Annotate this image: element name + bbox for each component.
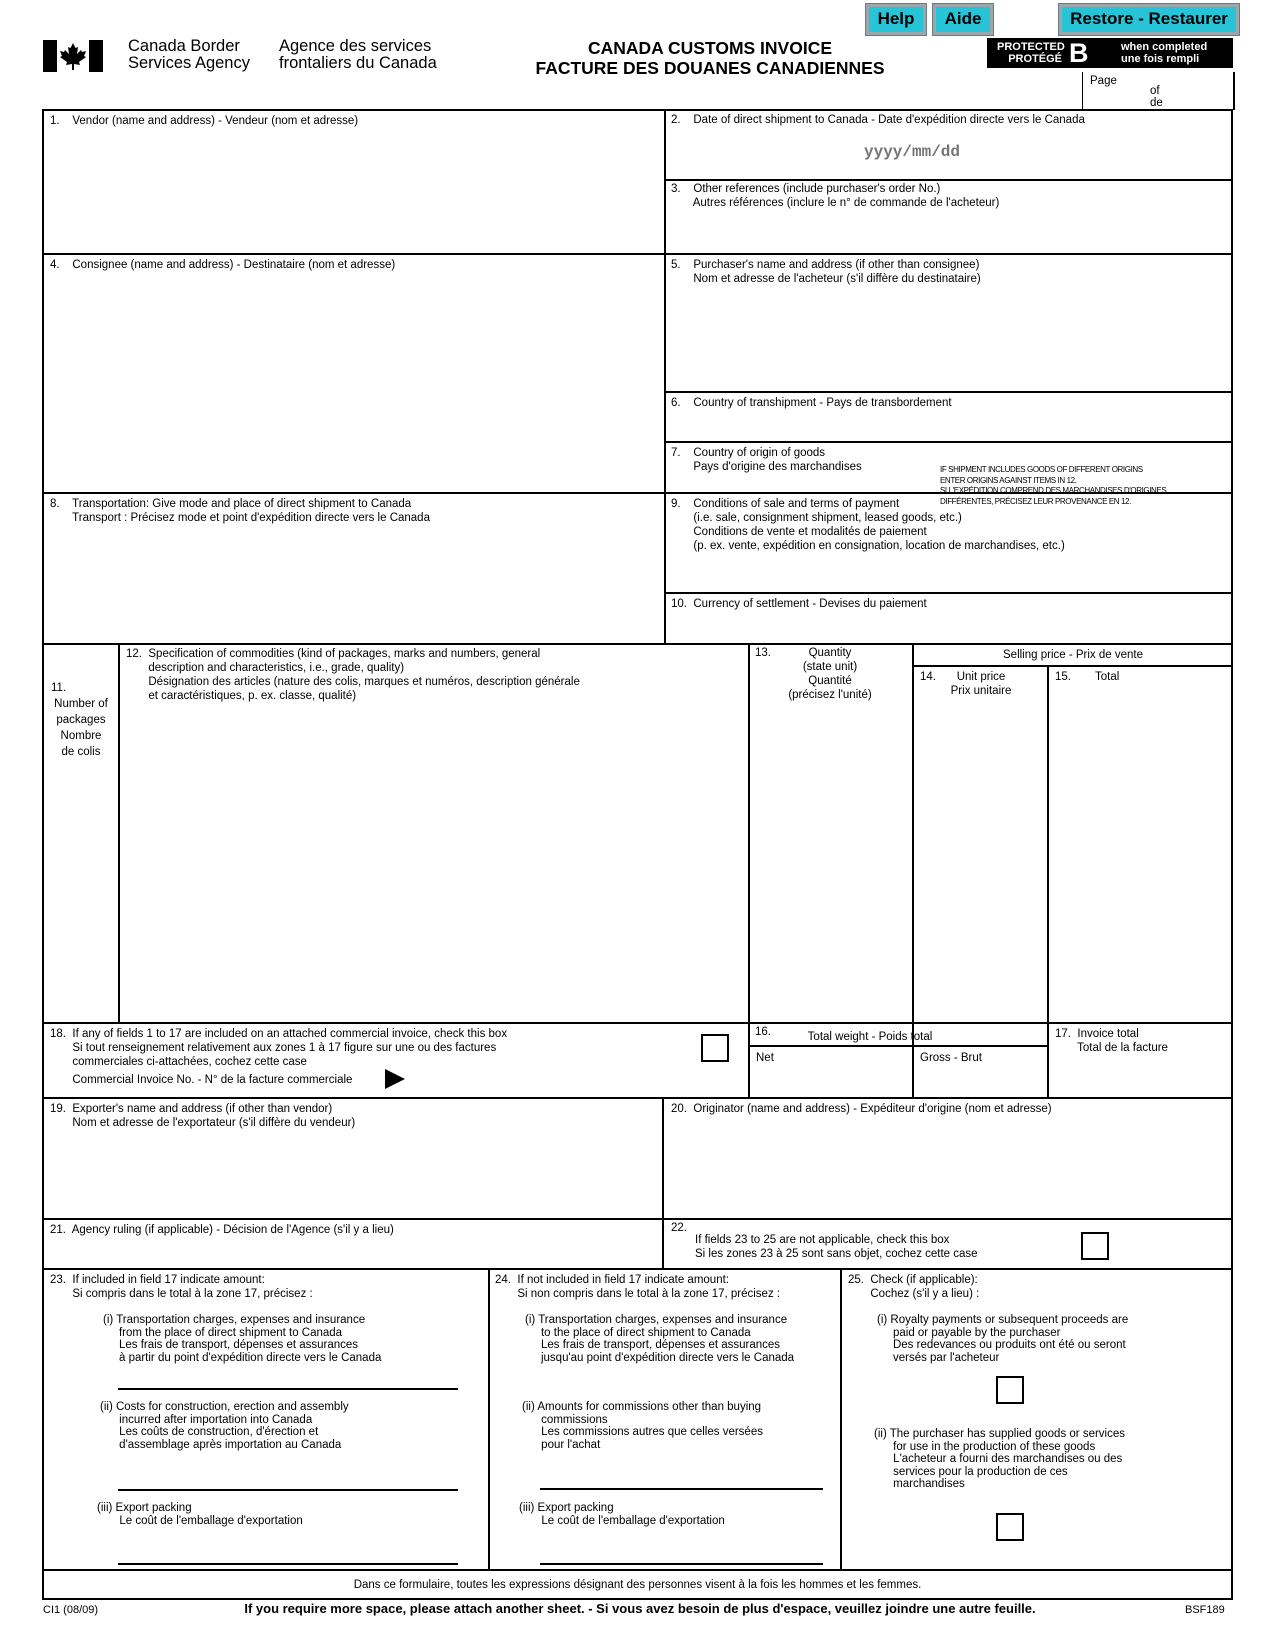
field-5-label: 5. Purchaser's name and address (if other than consignee) Nom et adresse de l'acheteur (s'il diffère du destinataire)	[671, 259, 981, 285]
field-24-i-label: (i) Transportation charges, expenses and insurance to the place of direct shipment to Canada Les frais de transport, dépenses et assurances jusqu'au point d'expédition directe vers le Canada	[525, 1314, 795, 1364]
page-de-label: de	[1150, 97, 1163, 109]
divider-24-25	[840, 1268, 842, 1570]
field-24-ii-label: (ii) Amounts for commissions other than buying commissions Les commissions autres que celles versées pour l'achat	[522, 1401, 763, 1451]
field-7-label: 7. Country of origin of goods Pays d'origine des marchandises	[671, 447, 862, 473]
field-23-i-line[interactable]	[118, 1388, 458, 1390]
line-row6	[42, 1097, 1233, 1099]
page-of-label: of	[1150, 85, 1160, 97]
line-16-sub	[748, 1045, 1047, 1047]
shipment-date-input[interactable]	[800, 140, 1024, 164]
field-16-gross-label: Gross - Brut	[920, 1052, 982, 1064]
line-9-10	[664, 592, 1233, 594]
gender-notice: Dans ce formulaire, toutes les expressions désignant des personnes visent à la fois les hommes et les femmes.	[353, 1579, 922, 1591]
field-16-label: Total weight - Poids total	[807, 1031, 933, 1043]
selling-price-label: Selling price - Prix de vente	[1003, 649, 1143, 661]
field-12-label: 12. Specification of commodities (kind of packages, marks and numbers, general description and characteristics, i.e., grade, quality) Désignation des articles (nature des colis, marques et numéros, description générale et caractéristiques, p. ex. classe, qualité)	[126, 648, 580, 702]
form-title: CANADA CUSTOMS INVOICE FACTURE DES DOUANES CANADIENNES	[535, 38, 885, 78]
field-23-iii-line[interactable]	[118, 1563, 458, 1565]
field-3-label: 3. Other references (include purchaser's order No.) Autres références (inclure le n° de commande de l'acheteur)	[671, 183, 1000, 209]
field-17-label: 17. Invoice total Total de la facture	[1055, 1028, 1168, 1054]
field-8-label: 8. Transportation: Give mode and place of direct shipment to Canada Transport : Précisez mode et point d'expédition directe vers le Canada	[50, 498, 430, 524]
frame-top	[42, 109, 1233, 111]
aide-button[interactable]: Aide	[933, 4, 993, 35]
agency-name-fr: Agence des services frontaliers du Canada	[279, 37, 437, 72]
more-space-notice: If you require more space, please attach another sheet. - Si vous avez besoin de plus d'espace, veuillez joindre une autre feuille.	[244, 1601, 1036, 1616]
field-2-label: 2. Date of direct shipment to Canada - Date d'expédition directe vers le Canada	[671, 114, 1085, 126]
field-15-number: 15.	[1055, 671, 1071, 683]
field-18-label: 18. If any of fields 1 to 17 are included on an attached commercial invoice, check this box Si tout renseignement relativement aux zones 1 à 17 figure sur une ou des factures commerciales ci-attachées, cochez cette case Commercial Invoice No. - N° de la facture commerciale	[50, 1028, 508, 1086]
bsf-code: BSF189	[1185, 1604, 1225, 1616]
field-22-number: 22.	[671, 1222, 687, 1234]
line-row4	[42, 643, 1233, 645]
field-25-i-label: (i) Royalty payments or subsequent proceeds are paid or payable by the purchaser Des redevances ou produits ont été ou seront versés par l'acheteur	[877, 1314, 1129, 1364]
line-6-7	[664, 441, 1233, 443]
canada-flag-icon	[43, 40, 103, 72]
field-24-iii-label: (iii) Export packing Le coût de l'emballage d'exportation	[519, 1502, 725, 1527]
restore-button[interactable]: Restore - Restaurer	[1059, 4, 1239, 35]
arrow-right-icon	[385, 1069, 405, 1089]
field-21-label: 21. Agency ruling (if applicable) - Décision de l'Agence (s'il y a lieu)	[50, 1224, 394, 1236]
divider-23-24	[488, 1268, 490, 1570]
field-25-ii-label: (ii) The purchaser has supplied goods or services for use in the production of these goods L'acheteur a fourni des marchandises ou des services pour la production de ces marchandises	[874, 1428, 1125, 1490]
line-selling-price	[912, 665, 1233, 667]
line-5-6	[664, 391, 1233, 393]
field-25-label: 25. Check (if applicable): Cochez (s'il y a lieu) :	[848, 1274, 980, 1300]
field-10-label: 10. Currency of settlement - Devises du paiement	[671, 598, 927, 610]
field-23-ii-label: (ii) Costs for construction, erection and assembly incurred after importation into Canada Les coûts de construction, d'érection et d'assemblage après importation au Canada	[100, 1401, 349, 1451]
field-11-label: 11. Number of packages Nombre de colis	[51, 682, 108, 758]
field-4-label: 4. Consignee (name and address) - Destinataire (nom et adresse)	[50, 259, 396, 271]
field-20-label: 20. Originator (name and address) - Expéditeur d'origine (nom et adresse)	[671, 1103, 1052, 1115]
field-15-label: Total	[1095, 671, 1120, 683]
field-24-i-line[interactable]	[540, 1488, 823, 1490]
field-22-checkbox[interactable]	[1081, 1232, 1109, 1260]
field-19-label: 19. Exporter's name and address (if other than vendor) Nom et adresse de l'exportateur (s'il diffère du vendeur)	[50, 1103, 356, 1129]
field-6-label: 6. Country of transhipment - Pays de transbordement	[671, 397, 952, 409]
divider-11-12	[118, 643, 120, 1024]
field-24-iii-line[interactable]	[540, 1563, 823, 1565]
field-18-checkbox[interactable]	[701, 1034, 729, 1062]
field-13-label: Quantity (state unit) Quantité (précisez l'unité)	[788, 647, 872, 701]
field-22-label: If fields 23 to 25 are not applicable, check this box Si les zones 23 à 25 sont sans objet, cochez cette case	[695, 1234, 978, 1260]
frame-right	[1231, 109, 1233, 1600]
field-25-i-checkbox[interactable]	[996, 1376, 1024, 1404]
divider-16-17	[1047, 1022, 1049, 1098]
field-23-i-label: (i) Transportation charges, expenses and insurance from the place of direct shipment to Canada Les frais de transport, dépenses et assurances à partir du point d'expédition directe vers le Canada	[103, 1314, 382, 1364]
divider-mid-top	[664, 109, 666, 645]
field-23-ii-line[interactable]	[118, 1489, 458, 1491]
field-16-number: 16.	[755, 1026, 771, 1038]
field-9-label: 9. Conditions of sale and terms of payment (i.e. sale, consignment shipment, leased goods, etc.) Conditions de vente et modalités de paiement (p. ex. vente, expédition en consignation, location de marchandises, etc.)	[671, 498, 1065, 552]
line-row9	[42, 1569, 1233, 1571]
form-code: CI1 (08/09)	[43, 1604, 99, 1616]
protected-b-badge: PROTECTED PROTÉGÉ B when completed une fois rempli	[987, 38, 1233, 68]
field-14-number: 14.	[920, 671, 936, 683]
field-7-note: IF SHIPMENT INCLUDES GOODS OF DIFFERENT ORIGINS ENTER ORIGINS AGAINST ITEMS IN 12. SI L'EXPÉDITION COMPREND DES MARCHANDISES D'ORIGINES DIFFÉRENTES, PRÉCISEZ LEUR PROVENANCE EN 12.	[940, 465, 1167, 506]
field-23-iii-label: (iii) Export packing Le coût de l'emballage d'exportation	[97, 1502, 303, 1527]
field-16-net-label: Net	[756, 1052, 774, 1064]
line-row8	[42, 1268, 1233, 1270]
line-row7	[42, 1218, 1233, 1220]
frame-bottom	[42, 1598, 1233, 1600]
field-1-label: 1. Vendor (name and address) - Vendeur (nom et adresse)	[50, 115, 359, 127]
field-25-ii-checkbox[interactable]	[996, 1513, 1024, 1541]
line-row5	[42, 1022, 1233, 1024]
line-row2	[42, 253, 1233, 255]
page-label: Page	[1090, 75, 1117, 87]
field-24-label: 24. If not included in field 17 indicate amount: Si non compris dans le total à la zone 17, précisez :	[495, 1274, 781, 1300]
agency-name-en: Canada Border Services Agency	[128, 37, 250, 72]
field-23-label: 23. If included in field 17 indicate amount: Si compris dans le total à la zone 17, précisez :	[50, 1274, 313, 1300]
help-button[interactable]: Help	[866, 4, 926, 35]
frame-left	[42, 109, 44, 1600]
field-14-label: Unit price Prix unitaire	[950, 671, 1012, 697]
field-13-number: 13.	[755, 647, 771, 659]
divider-19-20	[662, 1097, 664, 1270]
line-2-3	[664, 179, 1233, 181]
